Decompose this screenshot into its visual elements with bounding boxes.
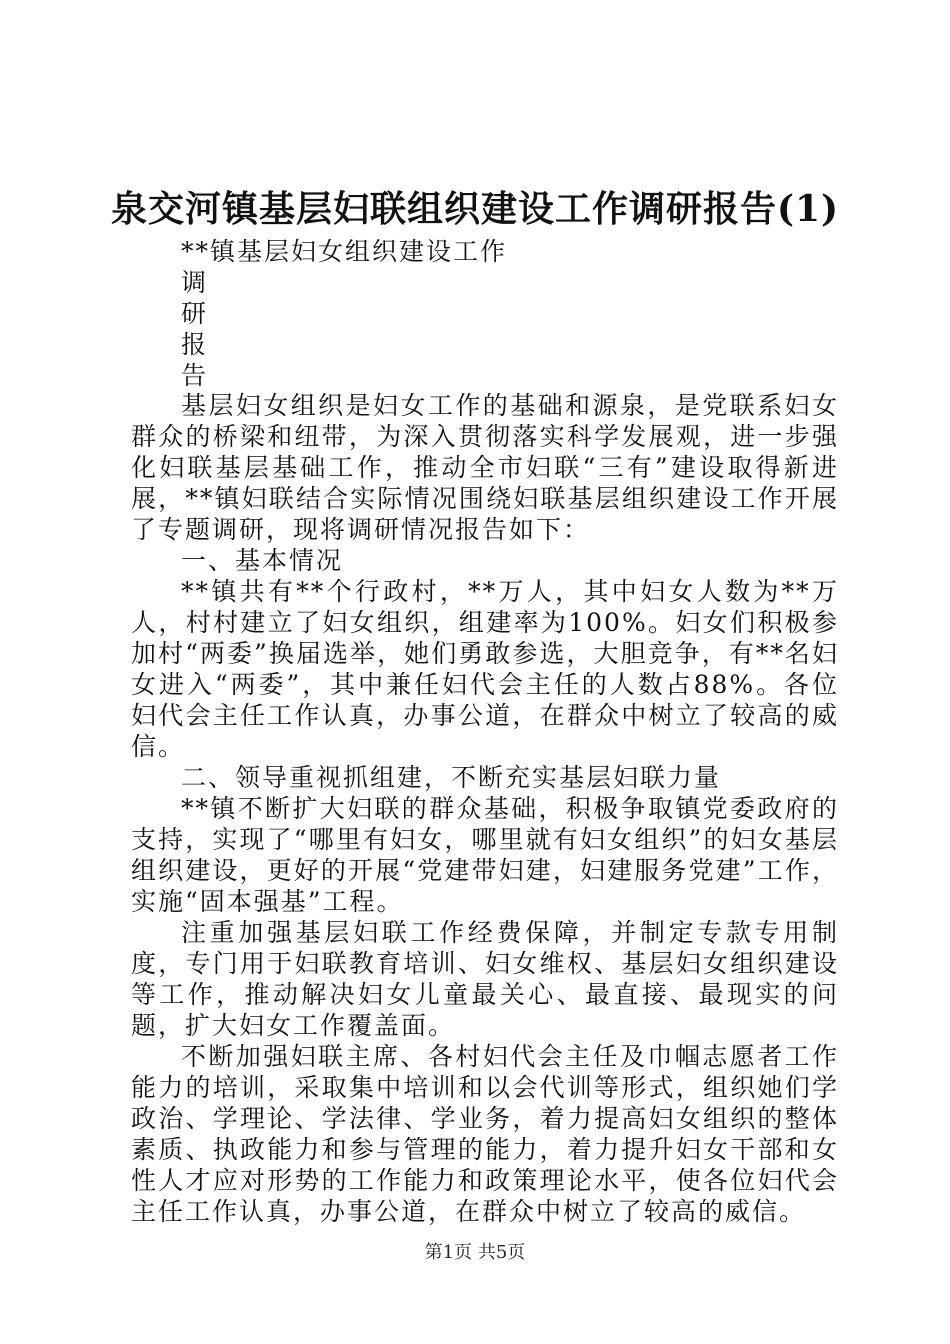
body-paragraph: **镇不断扩大妇联的群众基础，积极争取镇党委政府的支持，实现了“哪里有妇女，哪里就有妇女组织”的妇女基层组织建设，更好的开展“党建带妇建，妇建服务党建”工作，实施“固本强基”工程。 <box>131 794 839 916</box>
subtitle-line: 报 <box>181 330 209 359</box>
document-body <box>131 390 839 1227</box>
subtitle-line: 研 <box>181 299 209 328</box>
basic-situation-paragraph: **镇共有**个行政村，**万人，其中妇女人数为**万人，村村建立了妇女组织，组建率为100%。妇女们积极参加村“两委”换届选举，她们勇敢参选，大胆竞争，有**名妇女进入“两委”，其中兼任妇代会主任的人数占88%。各位妇代会主任工作认真，办事公道，在群众中树立了较高的威信。 <box>131 577 839 761</box>
page-number-footer: 第1页 共5页 <box>424 1242 526 1263</box>
subtitle-line: 调 <box>181 268 209 297</box>
section-heading: 一、基本情况 <box>181 546 344 575</box>
body-paragraph: 不断加强妇联主席、各村妇代会主任及巾帼志愿者工作能力的培训，采取集中培训和以会代训等形式，组织她们学政治、学理论、学法律、学业务，着力提高妇女组织的整体素质、执政能力和参与管理的能力，着力提升妇女干部和女性人才应对形势的工作能力和政策理论水平，使各位妇代会主任工作认真，办事公道，在群众中树立了较高的威信。 <box>131 1042 839 1226</box>
subtitle-block <box>181 236 781 391</box>
subtitle-line: 告 <box>181 361 209 390</box>
body-paragraph: 注重加强基层妇联工作经费保障，并制定专款专用制度，专门用于妇联教育培训、妇女维权、基层妇女组织建设等工作，推动解决妇女儿童最关心、最直接、最现实的问题，扩大妇女工作覆盖面。 <box>131 918 839 1040</box>
subtitle-line: **镇基层妇女组织建设工作 <box>181 237 508 266</box>
intro-paragraph: 基层妇女组织是妇女工作的基础和源泉，是党联系妇女群众的桥梁和纽带，为深入贯彻落实科学发展观，进一步强化妇联基层基础工作，推动全市妇联“三有”建设取得新进展，**镇妇联结合实际情况围绕妇联基层组织建设工作开展了专题调研，现将调研情况报告如下： <box>131 391 839 544</box>
section-heading: 二、领导重视抓组建，不断充实基层妇联力量 <box>181 763 722 792</box>
document-title: 泉交河镇基层妇联组织建设工作调研报告(1) <box>110 188 840 230</box>
